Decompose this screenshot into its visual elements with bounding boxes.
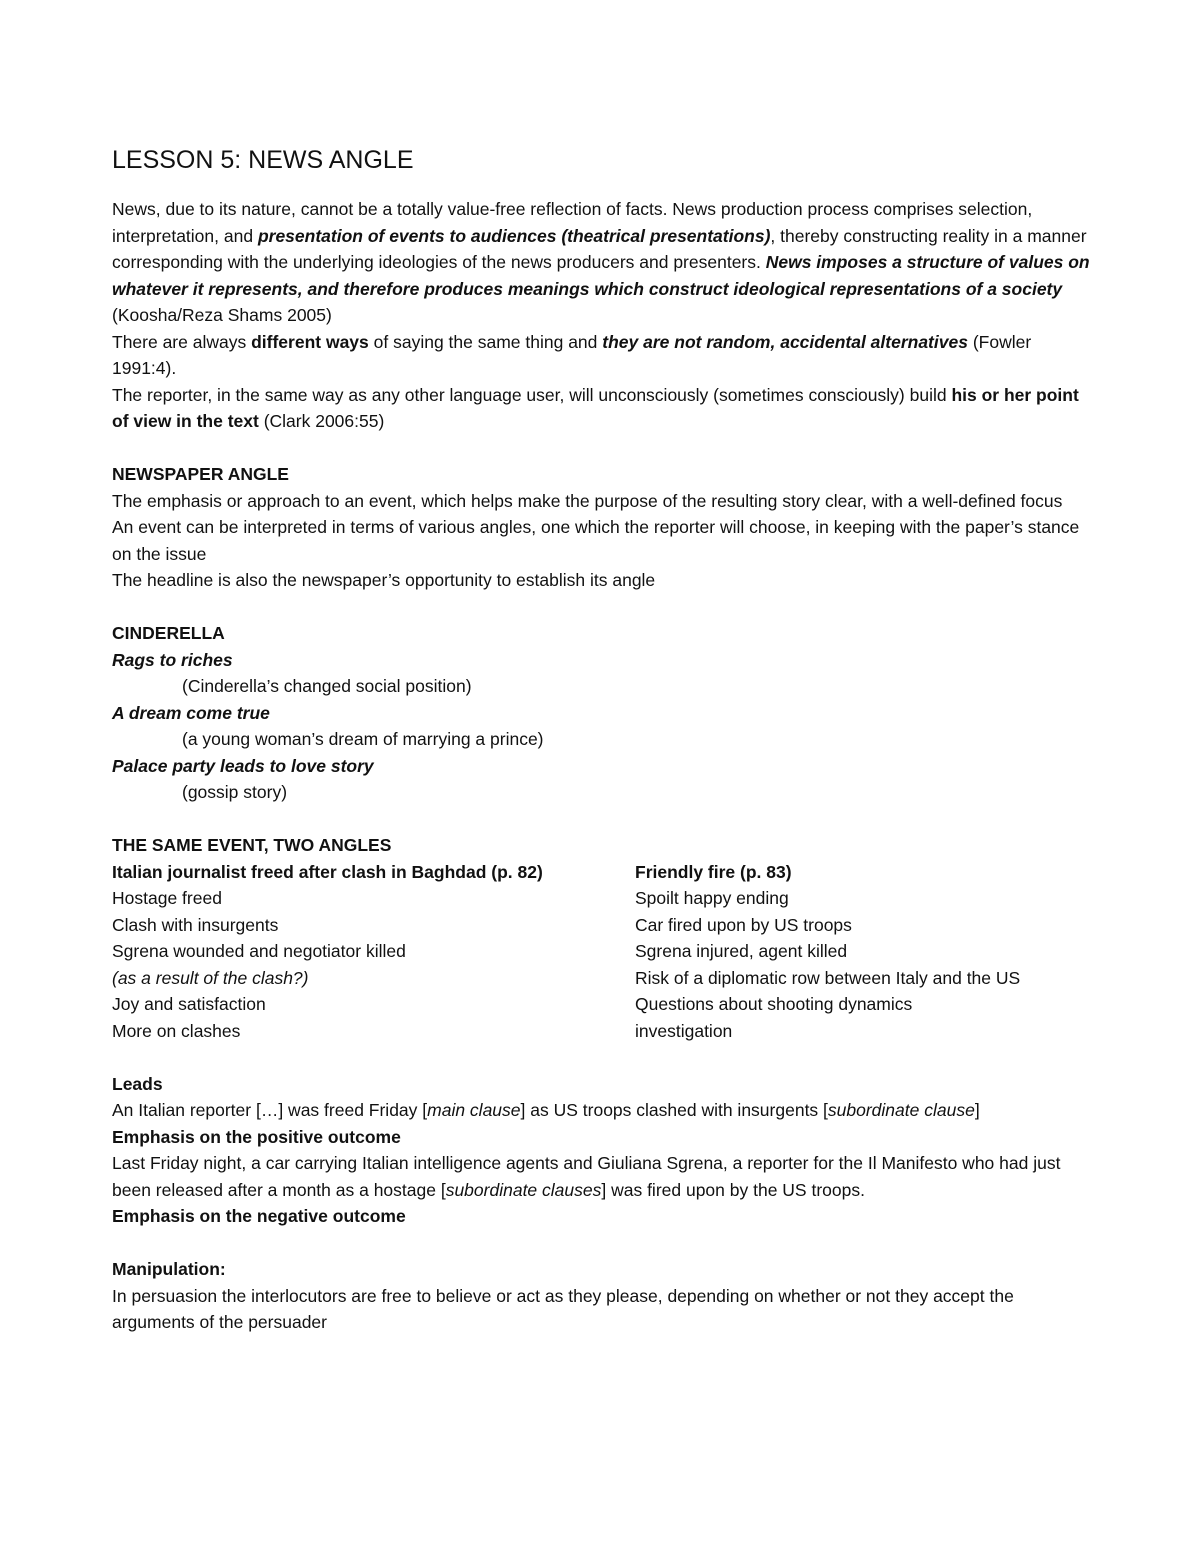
text-span: ] was fired upon by the US troops. (601, 1179, 865, 1200)
cinderella-angle: Palace party leads to love story (112, 755, 374, 776)
section-heading-cinderella: CINDERELLA (112, 623, 225, 643)
citation: (Clark 2006:55) (258, 411, 385, 431)
spacer (112, 594, 1092, 621)
text-span: News imposes a structure of values on whatever it represents, and therefore produces meanings which construct ideological representations of a society (112, 252, 1090, 299)
text-span: they are not random, accidental alternatives (602, 331, 968, 352)
section-heading-leads: Leads (112, 1073, 163, 1094)
citation: (Koosha/Reza Shams 2005) (112, 305, 332, 325)
text-span: The reporter, in the same way as any other language user, will unconsciously (sometimes consciously) build (112, 384, 952, 405)
text-span: News, due to its nature, cannot be a totally value-free reflection of facts. News production process comprises selection, interpretation, and (112, 199, 1033, 246)
two-angle-columns (112, 859, 1092, 1045)
right-angle-line: Spoilt happy ending (635, 888, 789, 908)
text-span: ] (974, 1100, 980, 1120)
spacer (112, 435, 1092, 462)
intro-paragraph-1 (112, 196, 1092, 329)
left-angle-line: Joy and satisfaction (112, 994, 266, 1014)
left-angle-line: Clash with insurgents (112, 914, 279, 935)
right-angle-title: Friendly fire (p. 83) (635, 861, 792, 882)
newspaper-angle-line: The headline is also the newspaper’s opportunity to establish its angle (112, 570, 656, 590)
text-span: of saying the same thing and (368, 331, 603, 352)
section-heading-newspaper-angle: NEWSPAPER ANGLE (112, 464, 289, 484)
citation: (Fowler 1991:4). (112, 331, 1032, 378)
text-span: presentation of events to audiences (theatrical presentations) (257, 225, 771, 246)
section-heading-same-event: THE SAME EVENT, TWO ANGLES (112, 835, 392, 855)
cinderella-note: (a young woman’s dream of marrying a prince) (182, 729, 544, 749)
text-span: his or her point of view in the text (112, 384, 1079, 431)
text-span: There are always (112, 331, 252, 352)
text-span: main clause (427, 1100, 521, 1120)
right-angle-line: Risk of a diplomatic row between Italy and the US (635, 967, 1021, 988)
text-span: subordinate clause (827, 1100, 975, 1120)
text-span: subordinate clauses (445, 1179, 602, 1200)
page-title: LESSON 5: NEWS ANGLE (112, 146, 414, 174)
right-angle-line: Questions about shooting dynamics (635, 994, 913, 1014)
spacer (112, 1044, 1092, 1071)
left-angle-line: Hostage freed (112, 888, 222, 908)
emphasis-negative: Emphasis on the negative outcome (112, 1206, 406, 1226)
right-angle-column (635, 859, 1092, 1045)
text-span: An Italian reporter […] was freed Friday [ (112, 1100, 428, 1120)
left-angle-line: More on clashes (112, 1020, 241, 1041)
newspaper-angle-line: The emphasis or approach to an event, which helps make the purpose of the resulting story clear, with a well-defined focus (112, 490, 1063, 511)
spacer (112, 806, 1092, 833)
cinderella-angle: Rags to riches (112, 649, 233, 670)
left-angle-title: Italian journalist freed after clash in Baghdad (p. 82) (112, 861, 543, 882)
cinderella-note: (Cinderella’s changed social position) (182, 676, 472, 696)
document-page (112, 140, 1092, 1336)
right-angle-line: Sgrena injured, agent killed (635, 941, 848, 961)
manipulation-text: In persuasion the interlocutors are free to believe or act as they please, depending on whether or not they accept the arguments of the persuader (112, 1285, 1014, 1332)
lead-1 (112, 1097, 1092, 1124)
intro-paragraph-3 (112, 382, 1092, 435)
text-span: , thereby constructing reality in a manner corresponding with the underlying ideologies of the news producers and presenters. (112, 225, 1087, 272)
cinderella-angle: A dream come true (112, 702, 270, 723)
right-angle-line: Car fired upon by US troops (635, 914, 852, 935)
text-span: different ways (251, 331, 369, 352)
left-angle-line: Sgrena wounded and negotiator killed (112, 941, 406, 961)
newspaper-angle-line: An event can be interpreted in terms of various angles, one which the reporter will choose, in keeping with the paper’s stance on the issue (112, 517, 1080, 564)
left-angle-italic-line: (as a result of the clash?) (112, 967, 309, 988)
cinderella-note: (gossip story) (182, 782, 288, 802)
left-angle-column (112, 859, 552, 1045)
right-angle-line: investigation (635, 1020, 733, 1041)
lead-2 (112, 1150, 1092, 1203)
emphasis-positive: Emphasis on the positive outcome (112, 1126, 401, 1147)
intro-paragraph-2 (112, 329, 1092, 382)
spacer (112, 1230, 1092, 1257)
text-span: ] as US troops clashed with insurgents [ (520, 1100, 828, 1120)
section-heading-manipulation: Manipulation: (112, 1259, 226, 1279)
text-span: Last Friday night, a car carrying Italian intelligence agents and Giuliana Sgrena, a reporter for the Il Manifesto who had just been released after a month as a hostage [ (112, 1153, 1061, 1200)
